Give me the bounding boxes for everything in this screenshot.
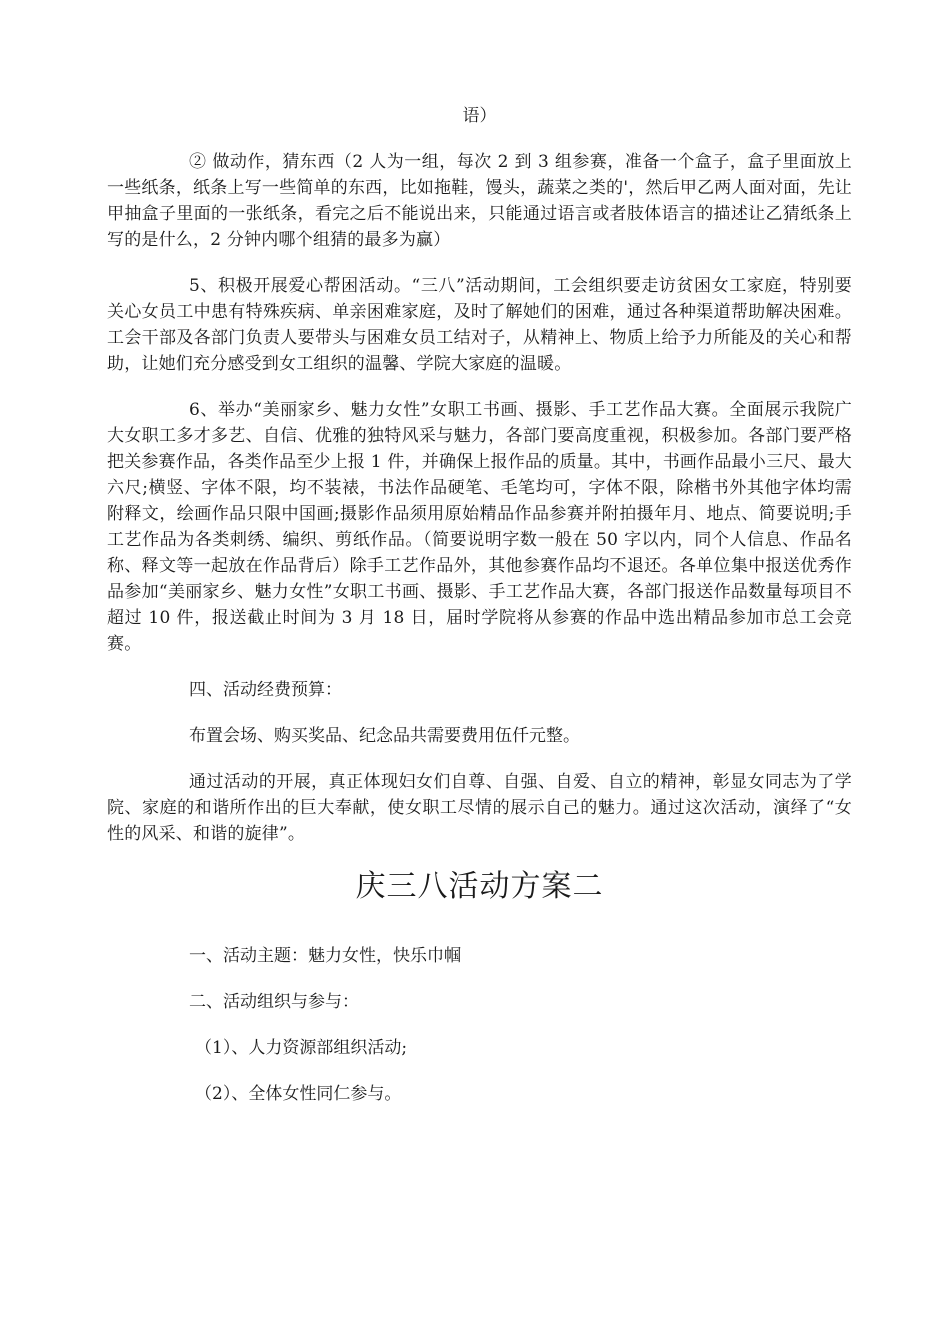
- paragraph-budget-detail: 布置会场、购买奖品、纪念品共需要费用伍仟元整。: [189, 726, 580, 746]
- section-theme-line: 一、活动主题：魅力女性，快乐巾帼: [189, 946, 461, 966]
- paragraph-guess-game: ② 做动作，猜东西（2 人为一组，每次 2 到 3 组参赛，准备一个盒子，盒子里面放上一些纸条，纸条上写一些简单的东西，比如拖鞋，馒头，蔬菜之类的'，然后甲乙两人面对面，先让甲抽盒子里面的一张纸条，看完之后不能说出来，只能通过语言或者肢体语言的描述让乙猜纸条上写的是什么，2 分钟内哪个组猜的最多为赢）: [107, 152, 852, 250]
- continued-fragment: 语）: [462, 106, 497, 126]
- document-body: [107, 103, 852, 1127]
- list-item: （2）、全体女性同仁参与。: [195, 1084, 402, 1104]
- list-item: （1）、人力资源部组织活动;: [195, 1038, 408, 1058]
- paragraph-budget-heading: 四、活动经费预算：: [189, 680, 342, 700]
- section-title: 庆三八活动方案二: [355, 869, 604, 904]
- paragraph-conclusion: 通过活动的开展，真正体现妇女们自尊、自强、自爱、自立的精神，彰显女同志为了学院、家庭的和谐所作出的巨大奉献，使女职工尽情的展示自己的魅力。通过这次活动，演绎了“女性的风采、和谐的旋律”。: [107, 772, 852, 844]
- section-organization-line: 二、活动组织与参与：: [189, 992, 359, 1012]
- paragraph-art-contest: 6、举办“美丽家乡、魅力女性”女职工书画、摄影、手工艺作品大赛。全面展示我院广大女职工多才多艺、自信、优雅的独特风采与魅力，各部门要高度重视，积极参加。各部门要严格把关参赛作品，各类作品至少上报 1 件，并确保上报作品的质量。其中，书画作品最小三尺、最大六尺;横竖、字体不限，均不装裱，书法作品硬笔、毛笔均可，字体不限，除楷书外其他字体均需附释文，绘画作品只限中国画;摄影作品须用原始精品作品参赛并附拍摄年月、地点、简要说明;手工艺作品为各类刺绣、编织、剪纸作品。（简要说明字数一般在 50 字以内，同个人信息、作品名称、释文等一起放在作品背后）除手工艺作品外，其他参赛作品均不退还。各单位集中报送优秀作品参加“美丽家乡、魅力女性”女职工书画、摄影、手工艺作品大赛，各部门报送作品数量每项目不超过 10 件，报送截止时间为 3 月 18 日，届时学院将从参赛的作品中选出精品参加市总工会竞赛。: [107, 400, 852, 654]
- paragraph-charity-activity: 5、积极开展爱心帮困活动。“三八”活动期间，工会组织要走访贫困女工家庭，特别要关心女员工中患有特殊疾病、单亲困难家庭，及时了解她们的困难，通过各种渠道帮助解决困难。工会干部及各部门负责人要带头与困难女员工结对子，从精神上、物质上给予力所能及的关心和帮助，让她们充分感受到女工组织的温馨、学院大家庭的温暖。: [107, 276, 852, 374]
